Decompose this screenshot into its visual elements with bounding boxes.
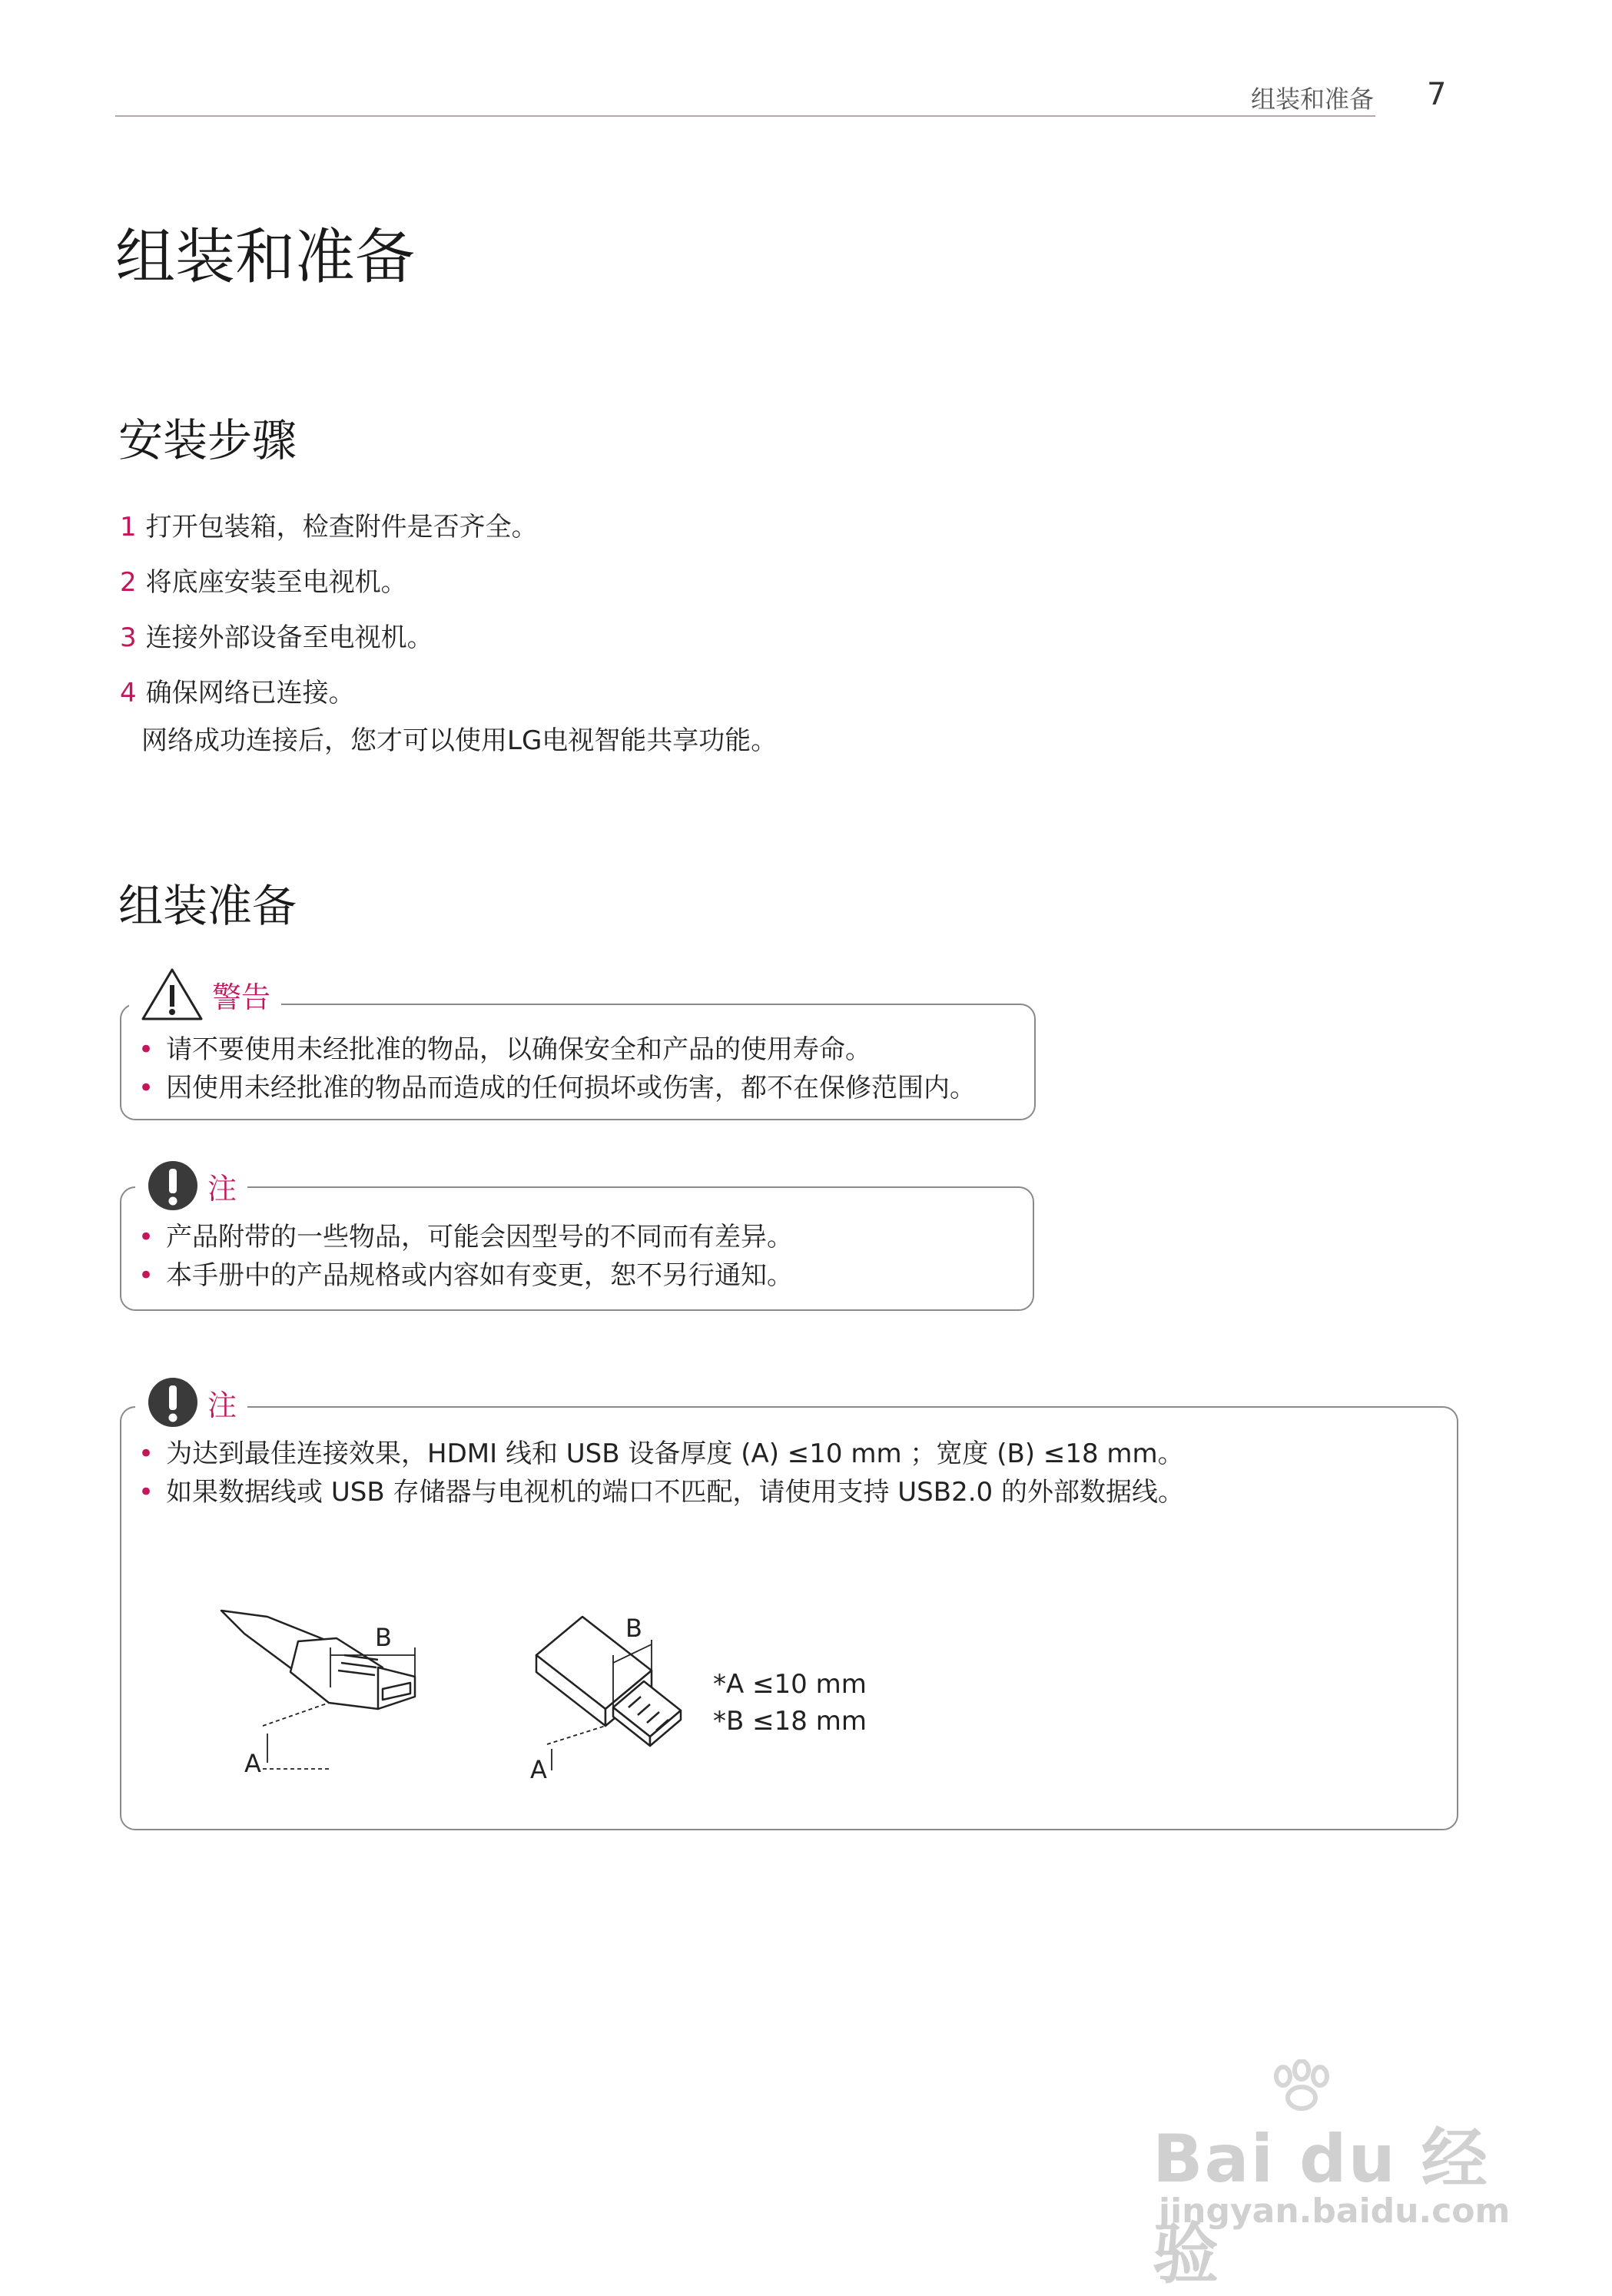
note-text: 如果数据线或 USB 存储器与电视机的端口不匹配，请使用支持 USB2.0 的外部数据线。 (166, 1477, 1184, 1508)
step-text: 将底座安装至电视机。 (145, 567, 407, 598)
bullet-dot: • (138, 1477, 154, 1508)
warning-label-text: 警告 (212, 980, 271, 1014)
note-label-text: 注 (207, 1171, 237, 1206)
note-item (138, 1216, 793, 1253)
note-label (135, 1375, 247, 1429)
watermark-brand: Bai du 经验 (1153, 2121, 1489, 2293)
step-text: 连接外部设备至电视机。 (145, 622, 433, 653)
note-text: 为达到最佳连接效果，HDMI 线和 USB 设备厚度 (A) ≤10 mm ；宽度 (B) ≤18 mm。 (166, 1438, 1184, 1469)
note-box (120, 1186, 1034, 1311)
spec-a: *A ≤10 mm (713, 1669, 867, 1700)
hdmi-label-a: A (244, 1749, 261, 1778)
warning-item (138, 1067, 976, 1104)
step-item (120, 561, 407, 599)
step-item (120, 672, 355, 709)
step-text: 确保网络已连接。 (145, 678, 355, 708)
watermark-url: jingyan.baidu.com (1159, 2191, 1511, 2231)
exclamation-icon (146, 1375, 200, 1429)
hdmi-cable-illustration (214, 1603, 552, 1795)
step-text: 打开包装箱，检查附件是否齐全。 (145, 512, 538, 542)
warning-label (129, 967, 281, 1022)
baidu-watermark (1153, 2059, 1552, 2293)
hdmi-label-b: B (375, 1623, 392, 1652)
spec-b: *B ≤18 mm (713, 1706, 867, 1737)
step-number: 3 (120, 622, 137, 653)
install-heading: 安装步骤 (118, 414, 297, 466)
exclamation-icon (146, 1159, 200, 1213)
prep-heading: 组装准备 (118, 880, 297, 932)
bullet-dot: • (138, 1438, 154, 1469)
note-label (135, 1159, 247, 1213)
note-item (138, 1254, 793, 1292)
bullet-dot: • (138, 1034, 154, 1065)
note-item (138, 1432, 1184, 1470)
bullet-dot: • (138, 1073, 154, 1103)
page-title: 组装和准备 (115, 223, 416, 292)
connection-note-box (120, 1406, 1458, 1830)
step-item (120, 616, 433, 654)
note-item (138, 1471, 1184, 1508)
usb-label-b: B (625, 1614, 642, 1643)
step-number: 1 (120, 512, 137, 542)
usb-label-a: A (530, 1755, 547, 1784)
note-text: 本手册中的产品规格或内容如有变更，恕不另行通知。 (166, 1260, 794, 1291)
bullet-dot: • (138, 1222, 154, 1253)
step-number: 4 (120, 678, 137, 708)
header-rule (115, 115, 1375, 117)
step-note: 网络成功连接后，您才可以使用LG电视智能共享功能。 (141, 725, 778, 756)
page-number: 7 (1427, 77, 1447, 112)
warning-text: 因使用未经批准的物品而造成的任何损坏或伤害，都不在保修范围内。 (166, 1073, 977, 1103)
note-label-text: 注 (207, 1388, 237, 1422)
step-item (120, 506, 538, 543)
warning-text: 请不要使用未经批准的物品，以确保安全和产品的使用寿命。 (166, 1034, 872, 1065)
bullet-dot: • (138, 1260, 154, 1291)
warning-triangle-icon (140, 967, 204, 1022)
note-text: 产品附带的一些物品，可能会因型号的不同而有差异。 (166, 1222, 794, 1253)
warning-item (138, 1028, 871, 1066)
step-number: 2 (120, 567, 137, 598)
running-header-section: 组装和准备 (1251, 85, 1375, 114)
